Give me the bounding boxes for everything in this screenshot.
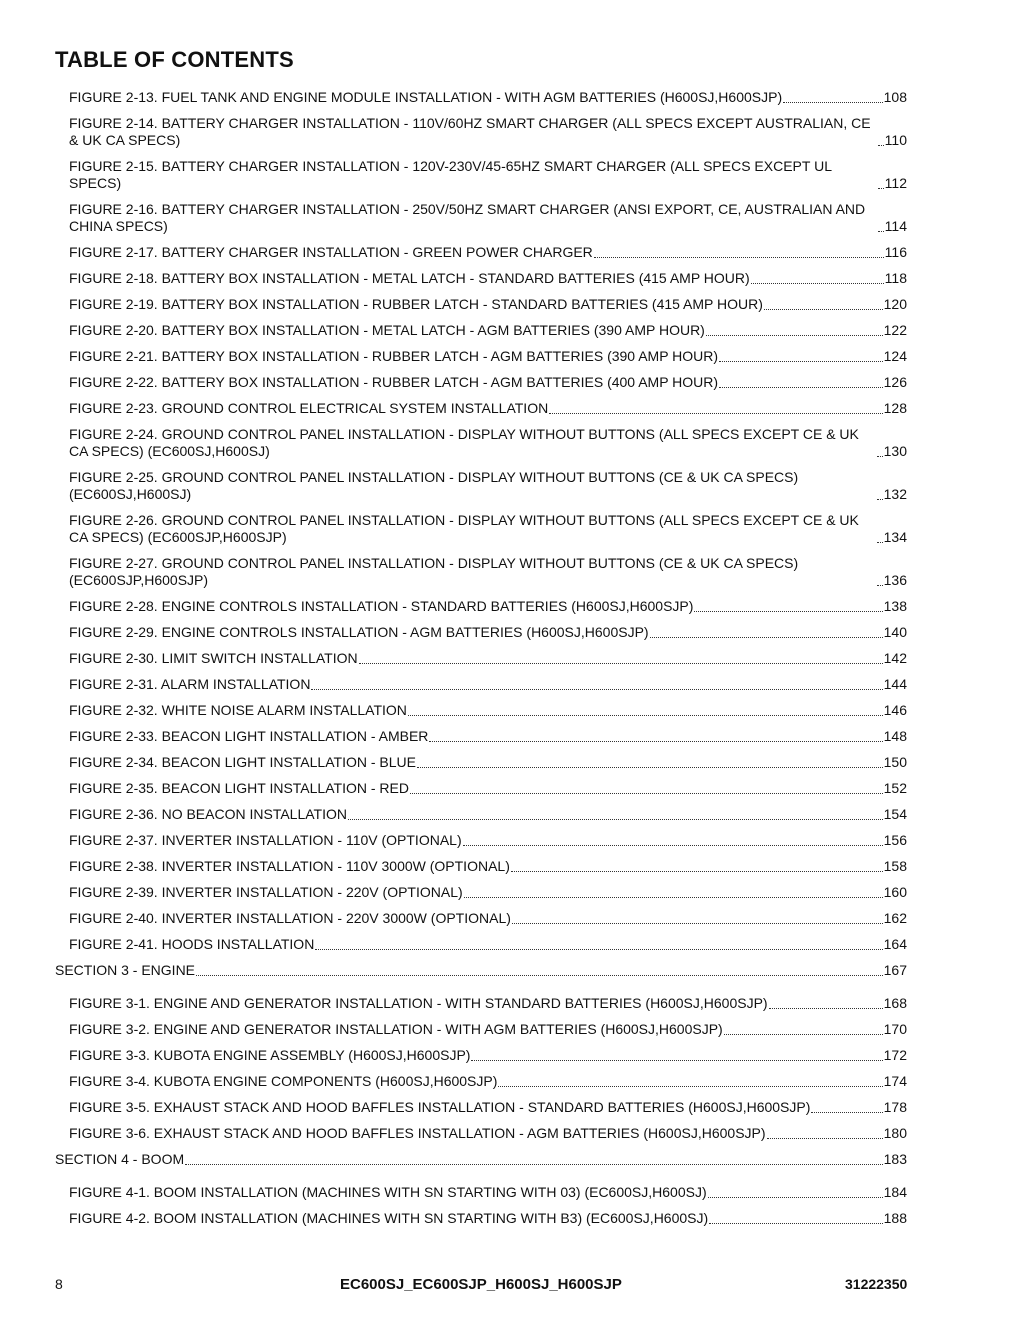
toc-entry-page: 180: [883, 1125, 907, 1141]
toc-figure-entry[interactable]: [55, 296, 907, 313]
dot-leader: [783, 102, 883, 103]
toc-entry-page: 130: [883, 443, 907, 459]
dot-leader: [549, 413, 882, 414]
footer-doc-number: 31222350: [845, 1276, 908, 1292]
toc-entry-page: 108: [883, 89, 907, 105]
toc-entry-label: FIGURE 2-19. BATTERY BOX INSTALLATION - RUBBER LATCH - STANDARD BATTERIES (415 AMP HOUR): [69, 296, 763, 312]
toc-entry-label: FIGURE 2-17. BATTERY CHARGER INSTALLATION - GREEN POWER CHARGER: [69, 244, 593, 260]
toc-figure-entry[interactable]: [55, 650, 907, 667]
dot-leader: [464, 897, 883, 898]
toc-entry-label: FIGURE 3-6. EXHAUST STACK AND HOOD BAFFLES INSTALLATION - AGM BATTERIES (H600SJ,H600SJP): [69, 1125, 766, 1141]
toc-entry-label: FIGURE 2-31. ALARM INSTALLATION: [69, 676, 311, 692]
toc-entry-page: 162: [883, 910, 907, 926]
footer-page-number: 8: [55, 1276, 63, 1292]
toc-entry-label: FIGURE 3-2. ENGINE AND GENERATOR INSTALLATION - WITH AGM BATTERIES (H600SJ,H600SJP): [69, 1021, 723, 1037]
toc-entry-label: FIGURE 2-32. WHITE NOISE ALARM INSTALLATION: [69, 702, 407, 718]
dot-leader: [878, 231, 884, 232]
toc-entry-label: FIGURE 2-13. FUEL TANK AND ENGINE MODULE INSTALLATION - WITH AGM BATTERIES (H600SJ,H600SJP): [69, 89, 783, 105]
dot-leader: [650, 637, 883, 638]
dot-leader: [751, 283, 884, 284]
toc-figure-entry[interactable]: [55, 910, 907, 927]
toc-figure-entry[interactable]: [55, 201, 907, 235]
toc-entry-page: 184: [883, 1184, 907, 1200]
toc-entry-page: 138: [883, 598, 907, 614]
toc-figure-entry[interactable]: [55, 995, 907, 1012]
toc-figure-entry[interactable]: [55, 158, 907, 192]
toc-entry-page: 168: [883, 995, 907, 1011]
toc-entry-label: FIGURE 2-40. INVERTER INSTALLATION - 220V 3000W (OPTIONAL): [69, 910, 511, 926]
toc-entry-label: FIGURE 2-20. BATTERY BOX INSTALLATION - METAL LATCH - AGM BATTERIES (390 AMP HOUR): [69, 322, 705, 338]
toc-entry-label: FIGURE 2-21. BATTERY BOX INSTALLATION - RUBBER LATCH - AGM BATTERIES (390 AMP HOUR): [69, 348, 719, 364]
toc-entry-page: 116: [884, 244, 907, 260]
toc-entry-page: 156: [883, 832, 907, 848]
toc-figure-entry[interactable]: [55, 244, 907, 261]
toc-figure-entry[interactable]: [55, 400, 907, 417]
toc-entry-page: 114: [884, 218, 907, 234]
dot-leader: [594, 257, 884, 258]
toc-entry-label: FIGURE 3-5. EXHAUST STACK AND HOOD BAFFLES INSTALLATION - STANDARD BATTERIES (H600SJ,H600SJP): [69, 1099, 811, 1115]
toc-entry-label: FIGURE 2-15. BATTERY CHARGER INSTALLATION - 120V-230V/45-65HZ SMART CHARGER (ALL SPECS EXCEPT UL SPECS): [69, 158, 832, 191]
toc-entry-page: 132: [883, 486, 907, 502]
toc-entry-label: FIGURE 4-2. BOOM INSTALLATION (MACHINES WITH SN STARTING WITH B3) (EC600SJ,H600SJ): [69, 1210, 709, 1226]
toc-figure-entry[interactable]: [55, 270, 907, 287]
dot-leader: [417, 767, 883, 768]
toc-entry-label: FIGURE 2-39. INVERTER INSTALLATION - 220V (OPTIONAL): [69, 884, 463, 900]
toc-entry-page: 148: [883, 728, 907, 744]
toc-entry-page: 150: [883, 754, 907, 770]
dot-leader: [877, 585, 883, 586]
toc-figure-entry[interactable]: [55, 1125, 907, 1142]
toc-entry-page: 144: [883, 676, 907, 692]
toc-entry-label: FIGURE 2-14. BATTERY CHARGER INSTALLATION - 110V/60HZ SMART CHARGER (ALL SPECS EXCEPT AUSTRALIAN, CE & UK CA SPECS): [69, 115, 871, 148]
dot-leader: [877, 499, 883, 500]
toc-entry-label: FIGURE 2-34. BEACON LIGHT INSTALLATION - BLUE: [69, 754, 416, 770]
toc-entry-page: 152: [883, 780, 907, 796]
toc-figure-entry[interactable]: [55, 780, 907, 797]
dot-leader: [877, 542, 883, 543]
dot-leader: [767, 1138, 883, 1139]
toc-figure-entry[interactable]: [55, 1021, 907, 1038]
toc-figure-entry[interactable]: [55, 1073, 907, 1090]
dot-leader: [764, 309, 883, 310]
toc-figure-entry[interactable]: [55, 1210, 907, 1227]
toc-entry-page: 160: [883, 884, 907, 900]
toc-entry-page: 142: [883, 650, 907, 666]
toc-entry-label: FIGURE 2-23. GROUND CONTROL ELECTRICAL SYSTEM INSTALLATION: [69, 400, 549, 416]
toc-section-entry[interactable]: [55, 962, 907, 979]
page-title: TABLE OF CONTENTS: [55, 47, 294, 72]
toc-figure-entry[interactable]: [55, 858, 907, 875]
toc-entry-label: FIGURE 2-25. GROUND CONTROL PANEL INSTALLATION - DISPLAY WITHOUT BUTTONS (CE & UK CA SPECS) (EC600SJ,H600SJ): [69, 469, 799, 502]
toc-section-entry[interactable]: [55, 1151, 907, 1168]
dot-leader: [511, 871, 883, 872]
toc-entry-page: 188: [883, 1210, 907, 1226]
toc-figure-entry[interactable]: [55, 1047, 907, 1064]
dot-leader: [706, 335, 883, 336]
dot-leader: [315, 949, 882, 950]
toc-figure-entry[interactable]: [55, 374, 907, 391]
toc-figure-entry[interactable]: [55, 806, 907, 823]
toc-figure-entry[interactable]: [55, 89, 907, 106]
dot-leader: [348, 819, 883, 820]
dot-leader: [359, 663, 883, 664]
toc-figure-entry[interactable]: [55, 115, 907, 149]
table-of-contents: [55, 89, 907, 1236]
toc-entry-label: FIGURE 2-38. INVERTER INSTALLATION - 110V 3000W (OPTIONAL): [69, 858, 510, 874]
toc-entry-page: 172: [883, 1047, 907, 1063]
toc-figure-entry[interactable]: [55, 1184, 907, 1201]
toc-entry-page: 122: [883, 322, 907, 338]
toc-figure-entry[interactable]: [55, 322, 907, 339]
toc-entry-page: 128: [883, 400, 907, 416]
toc-entry-page: 146: [883, 702, 907, 718]
page-footer: [0, 1276, 1024, 1296]
toc-figure-entry[interactable]: [55, 1099, 907, 1116]
dot-leader: [719, 387, 883, 388]
toc-entry-label: FIGURE 2-41. HOODS INSTALLATION: [69, 936, 315, 952]
toc-entry-label: FIGURE 2-27. GROUND CONTROL PANEL INSTALLATION - DISPLAY WITHOUT BUTTONS (CE & UK CA SPECS) (EC600SJP,H600SJP): [69, 555, 799, 588]
toc-entry-label: SECTION 3 - ENGINE: [55, 962, 196, 978]
toc-figure-entry[interactable]: [55, 348, 907, 365]
dot-leader: [694, 611, 882, 612]
dot-leader: [410, 793, 883, 794]
toc-entry-label: SECTION 4 - BOOM: [55, 1151, 185, 1167]
toc-entry-label: FIGURE 2-16. BATTERY CHARGER INSTALLATION - 250V/50HZ SMART CHARGER (ANSI EXPORT, CE, AUSTRALIAN AND CHINA SPECS): [69, 201, 866, 234]
toc-entry-page: 124: [883, 348, 907, 364]
toc-entry-page: 126: [883, 374, 907, 390]
toc-entry-page: 118: [884, 270, 907, 286]
toc-entry-page: 183: [883, 1151, 907, 1167]
toc-entry-label: FIGURE 2-24. GROUND CONTROL PANEL INSTALLATION - DISPLAY WITHOUT BUTTONS (ALL SPECS EXCEPT CE & UK CA SPECS) (EC600SJ,H600SJ): [69, 426, 859, 459]
dot-leader: [429, 741, 882, 742]
toc-entry-page: 164: [883, 936, 907, 952]
toc-figure-entry[interactable]: [55, 754, 907, 771]
toc-entry-label: FIGURE 2-33. BEACON LIGHT INSTALLATION - AMBER: [69, 728, 429, 744]
toc-entry-page: 112: [884, 175, 907, 191]
toc-entry-page: 134: [883, 529, 907, 545]
dot-leader: [719, 361, 883, 362]
dot-leader: [185, 1164, 883, 1165]
toc-figure-entry[interactable]: [55, 512, 907, 546]
dot-leader: [471, 1060, 882, 1061]
toc-figure-entry[interactable]: [55, 469, 907, 503]
footer-model: EC600SJ_EC600SJP_H600SJ_H600SJP: [340, 1276, 622, 1293]
toc-entry-page: 174: [883, 1073, 907, 1089]
dot-leader: [878, 188, 884, 189]
toc-entry-page: 158: [883, 858, 907, 874]
dot-leader: [724, 1034, 883, 1035]
toc-entry-label: FIGURE 2-35. BEACON LIGHT INSTALLATION - RED: [69, 780, 409, 796]
toc-entry-label: FIGURE 2-37. INVERTER INSTALLATION - 110V (OPTIONAL): [69, 832, 462, 848]
toc-entry-page: 140: [883, 624, 907, 640]
toc-figure-entry[interactable]: [55, 702, 907, 719]
toc-entry-label: FIGURE 2-29. ENGINE CONTROLS INSTALLATION - AGM BATTERIES (H600SJ,H600SJP): [69, 624, 649, 640]
toc-figure-entry[interactable]: [55, 884, 907, 901]
dot-leader: [463, 845, 883, 846]
toc-entry-label: FIGURE 2-22. BATTERY BOX INSTALLATION - RUBBER LATCH - AGM BATTERIES (400 AMP HOUR): [69, 374, 719, 390]
toc-entry-label: FIGURE 2-30. LIMIT SWITCH INSTALLATION: [69, 650, 358, 666]
dot-leader: [811, 1112, 882, 1113]
toc-figure-entry[interactable]: [55, 936, 907, 953]
toc-figure-entry[interactable]: [55, 555, 907, 589]
dot-leader: [769, 1008, 883, 1009]
toc-figure-entry[interactable]: [55, 624, 907, 641]
toc-figure-entry[interactable]: [55, 728, 907, 745]
toc-entry-label: FIGURE 2-28. ENGINE CONTROLS INSTALLATION - STANDARD BATTERIES (H600SJ,H600SJP): [69, 598, 694, 614]
toc-entry-page: 167: [883, 962, 907, 978]
toc-figure-entry[interactable]: [55, 598, 907, 615]
toc-entry-page: 136: [883, 572, 907, 588]
toc-entry-label: FIGURE 3-4. KUBOTA ENGINE COMPONENTS (H600SJ,H600SJP): [69, 1073, 498, 1089]
toc-entry-label: FIGURE 3-1. ENGINE AND GENERATOR INSTALLATION - WITH STANDARD BATTERIES (H600SJ,H600SJP): [69, 995, 768, 1011]
toc-figure-entry[interactable]: [55, 676, 907, 693]
toc-entry-label: FIGURE 3-3. KUBOTA ENGINE ASSEMBLY (H600SJ,H600SJP): [69, 1047, 471, 1063]
toc-entry-page: 170: [883, 1021, 907, 1037]
dot-leader: [512, 923, 883, 924]
dot-leader: [878, 145, 884, 146]
dot-leader: [498, 1086, 882, 1087]
toc-entry-label: FIGURE 2-26. GROUND CONTROL PANEL INSTALLATION - DISPLAY WITHOUT BUTTONS (ALL SPECS EXCEPT CE & UK CA SPECS) (EC600SJP,H600SJP): [69, 512, 859, 545]
toc-entry-page: 120: [883, 296, 907, 312]
dot-leader: [709, 1223, 882, 1224]
toc-entry-page: 178: [883, 1099, 907, 1115]
toc-entry-page: 110: [884, 132, 907, 148]
toc-entry-page: 154: [883, 806, 907, 822]
dot-leader: [708, 1197, 883, 1198]
dot-leader: [196, 975, 883, 976]
toc-entry-label: FIGURE 2-18. BATTERY BOX INSTALLATION - METAL LATCH - STANDARD BATTERIES (415 AMP HOUR): [69, 270, 750, 286]
toc-figure-entry[interactable]: [55, 832, 907, 849]
toc-entry-label: FIGURE 4-1. BOOM INSTALLATION (MACHINES WITH SN STARTING WITH 03) (EC600SJ,H600SJ): [69, 1184, 707, 1200]
toc-entry-label: FIGURE 2-36. NO BEACON INSTALLATION: [69, 806, 347, 822]
dot-leader: [877, 456, 883, 457]
toc-figure-entry[interactable]: [55, 426, 907, 460]
dot-leader: [311, 689, 882, 690]
dot-leader: [408, 715, 883, 716]
